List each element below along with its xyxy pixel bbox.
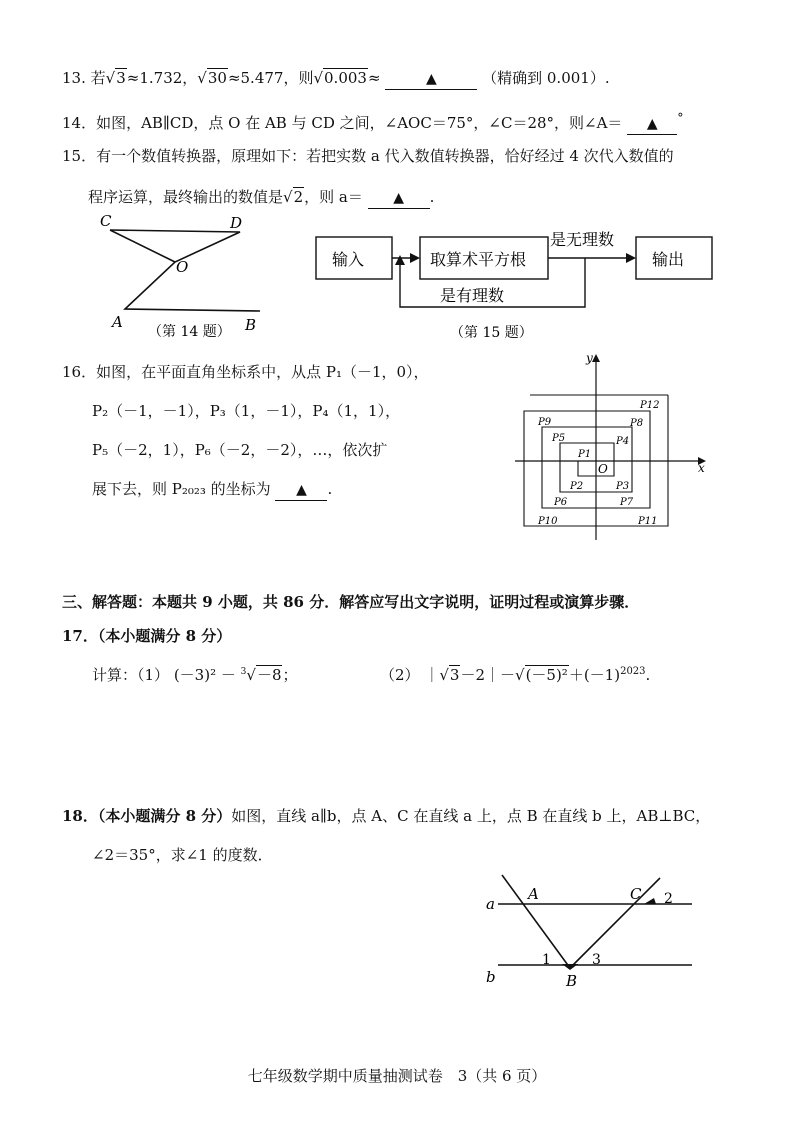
question-18-line2: ∠2＝35°，求∠1 的度数． bbox=[92, 846, 273, 864]
figure-15 bbox=[310, 225, 720, 350]
fig15-input-text: 输入 bbox=[332, 250, 365, 269]
question-17-part1: 计算：（1） (－3)² － $^3$√－8； bbox=[92, 662, 298, 685]
fig14-label-a: A bbox=[112, 313, 123, 331]
fig16-label-p7: P7 bbox=[620, 497, 634, 508]
fig15-rational-text: 是有理数 bbox=[440, 286, 505, 305]
fig16-y-label: y bbox=[586, 351, 593, 365]
page-footer: 七年级数学期中质量抽测试卷 3（共 6 页） bbox=[247, 1067, 547, 1085]
fig18-angle-3: 3 bbox=[592, 952, 601, 968]
question-16-line2: P₂（－1，－1），P₃（1，－1），P₄（1，1）， bbox=[92, 402, 401, 420]
fig18-label-point-a: A bbox=[528, 885, 539, 903]
question-16-line4: 展下去，则 P₂₀₂₃ 的坐标为 ▲ . bbox=[92, 479, 332, 501]
triangle-marker-icon: ▲ bbox=[393, 190, 405, 206]
fig14-caption: （第 14 题） bbox=[148, 324, 231, 340]
answer-blank-16[interactable] bbox=[275, 479, 327, 501]
triangle-marker-icon: ▲ bbox=[646, 116, 658, 132]
fig16-label-p10: P10 bbox=[538, 516, 558, 527]
answer-blank-14[interactable] bbox=[627, 113, 677, 135]
question-14: 14．如图，AB∥CD，点 O 在 AB 与 CD 之间，∠AOC＝75°，∠C＝28°，则∠A＝ ▲ ° bbox=[62, 108, 683, 135]
question-17-title: 17．（本小题满分 8 分） bbox=[62, 627, 232, 645]
fig16-label-p2: P2 bbox=[570, 481, 584, 492]
fig14-label-d: D bbox=[230, 214, 243, 232]
answer-blank-13[interactable] bbox=[385, 68, 477, 90]
fig15-process-text: 取算术平方根 bbox=[430, 250, 527, 269]
sqrt-30: √30 bbox=[197, 69, 227, 87]
fig14-label-b: B bbox=[245, 316, 257, 334]
fig16-y-arrow bbox=[592, 354, 600, 362]
fig18-segment-bc bbox=[570, 878, 660, 968]
fig15-loop-arrowhead bbox=[395, 255, 405, 265]
fig18-angle-2: 2 bbox=[664, 891, 673, 907]
fig16-label-p8: P8 bbox=[630, 418, 644, 429]
fig16-x-label: x bbox=[698, 461, 705, 475]
fig16-label-p1: P1 bbox=[578, 449, 592, 460]
fig14-label-o: O bbox=[176, 258, 189, 276]
fig16-label-p5: P5 bbox=[552, 433, 566, 444]
sqrt-3: √3 bbox=[439, 666, 460, 684]
question-16-line1: 16．如图，在平面直角坐标系中，从点 P₁（－1，0）， bbox=[62, 363, 429, 381]
fig18-angle-1: 1 bbox=[542, 952, 551, 968]
triangle-marker-icon: ▲ bbox=[425, 71, 437, 87]
fig15-output-text: 输出 bbox=[652, 250, 685, 269]
question-18-line1: 18．（本小题满分 8 分）如图，直线 a∥b，点 A、C 在直线 a 上，点 B 在直线 b 上，AB⊥BC， bbox=[62, 807, 711, 825]
answer-blank-15[interactable] bbox=[368, 187, 430, 209]
figure-16 bbox=[510, 350, 710, 545]
fig18-label-b-line: b bbox=[486, 968, 496, 986]
fig15-caption: （第 15 题） bbox=[450, 325, 533, 341]
fig18-angle-mark-b bbox=[562, 964, 578, 970]
fig16-origin-label: O bbox=[598, 462, 608, 476]
fig18-angle-mark-c bbox=[644, 898, 656, 904]
figure-14 bbox=[90, 210, 280, 345]
sqrt-2: √2 bbox=[283, 188, 304, 206]
question-15-line1: 15．有一个数值转换器，原理如下：若把实数 a 代入数值转换器，恰好经过 4 次代入数值的 bbox=[62, 147, 674, 165]
fig14-line-co bbox=[110, 230, 175, 262]
fig16-label-p9: P9 bbox=[538, 417, 552, 428]
sqrt-square: √(－5)² bbox=[515, 666, 568, 684]
question-16-line3: P₅（－2，1），P₆（－2，－2），…，依次扩 bbox=[92, 441, 388, 459]
figure-18 bbox=[480, 870, 705, 995]
fig18-label-a-line: a bbox=[486, 895, 495, 913]
question-13: 13. 若√3≈1.732，√30≈5.477，则√0.003≈ ▲ （精确到 0.001）. bbox=[62, 68, 610, 90]
fig16-label-p11: P11 bbox=[638, 516, 658, 527]
fig16-label-p3: P3 bbox=[616, 481, 630, 492]
fig16-label-p12: P12 bbox=[640, 400, 660, 411]
sqrt-0003: √0.003 bbox=[313, 69, 367, 87]
sqrt-3: √3 bbox=[105, 69, 126, 87]
fig14-label-c: C bbox=[100, 212, 112, 230]
fig15-irrational-text: 是无理数 bbox=[550, 230, 615, 249]
fig16-label-p4: P4 bbox=[616, 436, 630, 447]
fig18-label-point-c: C bbox=[630, 885, 642, 903]
fig15-arrowhead-2 bbox=[626, 253, 636, 263]
fig16-label-p6: P6 bbox=[554, 497, 568, 508]
section-3-heading: 三、解答题：本题共 9 小题，共 86 分．解答应写出文字说明，证明过程或演算步骤． bbox=[62, 593, 640, 611]
question-15-line2: 程序运算，最终输出的数值是√2，则 a＝ ▲ . bbox=[88, 187, 434, 209]
triangle-marker-icon: ▲ bbox=[296, 482, 307, 498]
fig15-arrowhead-1 bbox=[410, 253, 420, 263]
cube-root: $^3$√－8 bbox=[240, 666, 282, 684]
question-17-part2: （2） $|√3-2|-√(-5)^2+(-1)^{2023}$. bbox=[380, 666, 651, 684]
fig18-label-point-b: B bbox=[566, 972, 578, 990]
